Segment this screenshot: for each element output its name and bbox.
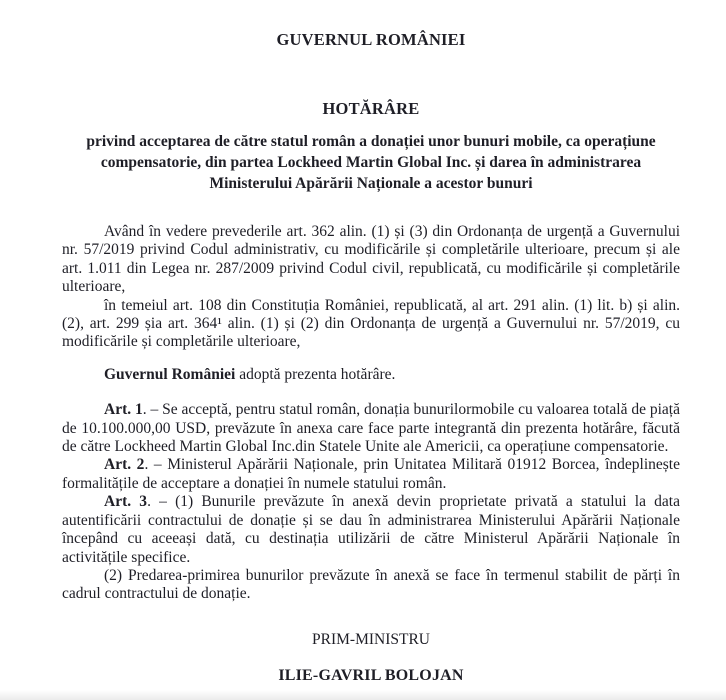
- page-bottom-shade: [0, 690, 726, 700]
- enactment-text: adoptă prezenta hotărâre.: [235, 365, 396, 383]
- article-3-paragraph: [62, 493, 680, 567]
- article-2-label: Art. 2: [104, 456, 145, 474]
- article-3-label: Art. 3: [104, 493, 148, 511]
- article-1-paragraph: [62, 401, 680, 456]
- articles-section: [62, 401, 680, 603]
- article-3-point-2-paragraph: (2) Predarea-primirea bunurilor prevăzute în anexă se face în termenul stabilit de părți în cadrul contractului de donație.: [62, 566, 680, 603]
- article-3-text: . – (1) Bunurile prevăzute în anexă devin proprietate privată a statului la data autentificării contractului de donație și se dau în administrarea Ministerului Apărării Naționale începând cu aceeași dată, cu destinația utilizării de către Ministerul Apărării Naționale în activitățile specifice.: [62, 493, 680, 566]
- article-1-label: Art. 1: [104, 401, 143, 419]
- article-2-paragraph: [62, 456, 680, 493]
- subtitle-line: privind acceptarea de către statul român a donației unor bunuri mobile, ca operațiune: [86, 133, 656, 150]
- article-1-text: . – Se acceptă, pentru statul român, donația bunurilormobile cu valoarea totală de piață de 10.100.000,00 USD, prevăzute în anexa care face parte integrantă din prezenta hotărâre, făcută de către Lockheed Martin Global Inc.din Statele Unite ale Americii, ca operațiune compensatorie.: [62, 401, 680, 456]
- government-header: GUVERNUL ROMÂNIEI: [276, 30, 466, 49]
- preamble-paragraph: Având în vedere prevederile art. 362 alin. (1) și (3) din Ordonanța de urgență a Guvernului nr. 57/2019 privind Codul administrativ, cu modificările și completările ulterioare, precum și ale art. 1.011 din Legea nr. 287/2009 privind Codul civil, republicată, cu modificările și completările ulterioare,: [62, 223, 680, 296]
- decision-subtitle: [62, 131, 680, 194]
- decision-title: HOTĂRÂRE: [322, 99, 420, 118]
- article-2-text: . – Ministerul Apărării Naționale, prin Unitatea Militară 01912 Borcea, îndeplinește formalitățile de acceptare a donației în numele statului român.: [62, 456, 680, 492]
- preamble-paragraph: în temeiul art. 108 din Constituția României, republicată, al art. 291 alin. (1) lit. b) și alin. (2), art. 299 șia art. 364¹ alin. (1) și (2) din Ordonanța de urgență a Guvernului nr. 57/2019, cu modificările și completările ulterioare,: [62, 296, 680, 351]
- subtitle-line: compensatorie, din partea Lockheed Martin Global Inc. și darea în administrarea: [100, 154, 642, 171]
- enactment-subject: Guvernul României: [104, 365, 236, 383]
- prime-minister-name: ILIE-GAVRIL BOLOJAN: [278, 666, 464, 684]
- enactment-clause: [62, 366, 680, 384]
- signature-block: [62, 630, 680, 686]
- prime-minister-title: PRIM-MINISTRU: [312, 630, 430, 648]
- subtitle-line: Ministerului Apărării Naționale a acestor bunuri: [209, 175, 533, 192]
